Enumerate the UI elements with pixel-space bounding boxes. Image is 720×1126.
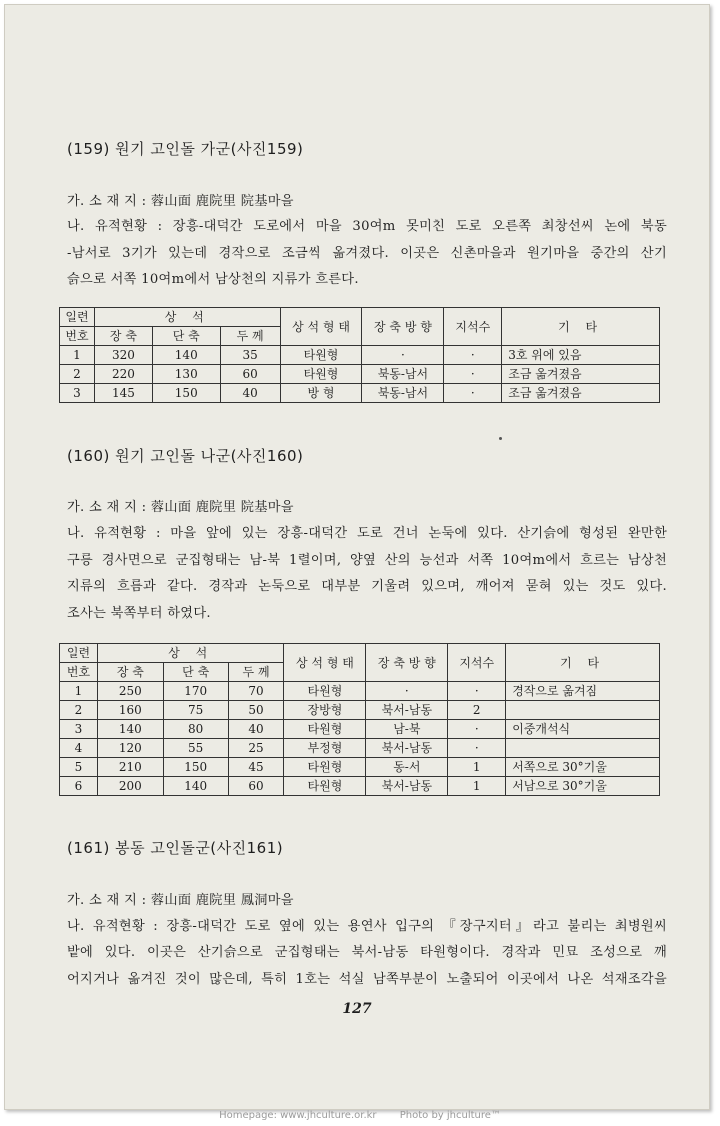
cell-serial: 2	[60, 365, 95, 384]
cell-axis: ·	[366, 682, 448, 701]
header-axis: 장 축 방 향	[366, 644, 448, 682]
header-supports: 지석수	[444, 308, 502, 346]
cell-length: 160	[97, 701, 163, 720]
header-remarks: 기 타	[506, 644, 660, 682]
cell-length: 220	[94, 365, 152, 384]
cell-remarks: 서남으로 30°기울	[506, 777, 660, 796]
cell-supports: ·	[444, 384, 502, 403]
section-159-heading: (159) 원기 고인돌 가군(사진159)	[67, 140, 304, 158]
cell-length: 145	[94, 384, 152, 403]
cell-remarks	[506, 701, 660, 720]
cell-shape: 타원형	[284, 682, 366, 701]
section-160-heading: (160) 원기 고인돌 나군(사진160)	[67, 447, 304, 465]
cell-width: 140	[152, 346, 220, 365]
cell-remarks: 3호 위에 있음	[502, 346, 660, 365]
section-161-status-line-1: 나. 유적현황 : 장흥-대덕간 도로 옆에 있는 용연사 입구의 『장구지터』라고 불리는 최병원씨	[67, 919, 667, 934]
cell-length: 200	[97, 777, 163, 796]
section-159-status-line-3: 슭으로 서쪽 10여m에서 남상천의 지류가 흐른다.	[67, 272, 359, 287]
table-row	[60, 777, 660, 796]
cell-supports: ·	[444, 365, 502, 384]
header-shape: 상 석 형 태	[284, 644, 366, 682]
cell-serial: 3	[60, 720, 98, 739]
section-159-status-line-1: 나. 유적현황 : 장흥-대덕간 도로에서 마을 30여m 못미친 도로 오른쪽 최창선씨 논에 북동	[67, 219, 667, 234]
cell-axis: 북서-남동	[366, 739, 448, 758]
cell-shape: 타원형	[284, 720, 366, 739]
header-axis: 장 축 방 향	[362, 308, 444, 346]
cell-width: 55	[163, 739, 228, 758]
cell-length: 250	[97, 682, 163, 701]
cell-shape: 장방형	[284, 701, 366, 720]
cell-axis: 북서-남동	[366, 701, 448, 720]
cell-width: 150	[152, 384, 220, 403]
cell-width: 170	[163, 682, 228, 701]
cell-shape: 부정형	[284, 739, 366, 758]
speck-mark	[499, 437, 502, 440]
section-161-status-line-3: 어지거나 옮겨진 것이 많은데, 특히 1호는 석실 남쪽부분이 노출되어 이곳에서 나온 석재조각을	[67, 972, 667, 987]
header-supports: 지석수	[448, 644, 506, 682]
section-160-status-line-1: 나. 유적현황 : 마을 앞에 있는 장흥-대덕간 도로 건너 논둑에 있다. 산기슭에 형성된 완만한	[67, 526, 667, 541]
cell-remarks: 경작으로 옮겨짐	[506, 682, 660, 701]
cell-thickness: 35	[220, 346, 280, 365]
cell-shape: 타원형	[284, 758, 366, 777]
cell-length: 320	[94, 346, 152, 365]
header-length: 장 축	[97, 663, 163, 682]
cell-width: 140	[163, 777, 228, 796]
cell-serial: 3	[60, 384, 95, 403]
section-160-status-line-3: 지류의 흐름과 같다. 경작과 논둑으로 대부분 기울려 있으며, 깨어져 묻혀 있는 것도 있다.	[67, 579, 667, 594]
cell-length: 210	[97, 758, 163, 777]
header-remarks: 기 타	[502, 308, 660, 346]
cell-shape: 타원형	[280, 346, 362, 365]
header-thickness: 두 께	[228, 663, 284, 682]
section-160-location: 가. 소 재 지 : 蓉山面 鹿院里 院基마을	[67, 500, 294, 515]
cell-serial: 2	[60, 701, 98, 720]
cell-axis: 북동-남서	[362, 384, 444, 403]
document-page	[5, 5, 709, 1109]
cell-remarks	[506, 739, 660, 758]
cell-serial: 5	[60, 758, 98, 777]
cell-axis: ·	[362, 346, 444, 365]
section-159-status-line-2: -남서로 3기가 있는데 경작으로 조금씩 옮겨졌다. 이곳은 신촌마을과 원기마을 중간의 산기	[67, 246, 667, 261]
header-width: 단 축	[152, 327, 220, 346]
header-serial-bottom: 번호	[60, 663, 98, 682]
cell-thickness: 40	[228, 720, 284, 739]
cell-serial: 4	[60, 739, 98, 758]
table-row	[60, 365, 660, 384]
section-161-heading: (161) 봉동 고인돌군(사진161)	[67, 839, 284, 857]
section-159-table	[59, 307, 660, 403]
cell-remarks: 조금 옮겨졌음	[502, 384, 660, 403]
cell-serial: 1	[60, 682, 98, 701]
cell-supports: ·	[444, 346, 502, 365]
cell-serial: 6	[60, 777, 98, 796]
table-row	[60, 758, 660, 777]
cell-supports: 1	[448, 777, 506, 796]
header-length: 장 축	[94, 327, 152, 346]
table-row	[60, 346, 660, 365]
cell-axis: 북서-남동	[366, 777, 448, 796]
cell-width: 80	[163, 720, 228, 739]
cell-serial: 1	[60, 346, 95, 365]
cell-thickness: 60	[220, 365, 280, 384]
cell-thickness: 40	[220, 384, 280, 403]
cell-shape: 방 형	[280, 384, 362, 403]
page-frame	[4, 4, 710, 1110]
section-160-status-line-2: 구릉 경사면으로 군집형태는 남-북 1렬이며, 양옆 산의 능선과 서쪽 10여m에서 흐르는 남상천	[67, 553, 667, 568]
header-width: 단 축	[163, 663, 228, 682]
cell-remarks: 이중개석식	[506, 720, 660, 739]
header-shape: 상 석 형 태	[280, 308, 362, 346]
cell-thickness: 45	[228, 758, 284, 777]
section-161-location: 가. 소 재 지 : 蓉山面 鹿院里 鳳洞마을	[67, 893, 294, 908]
header-serial-top: 일련	[60, 308, 95, 327]
cell-width: 130	[152, 365, 220, 384]
cell-supports: 1	[448, 758, 506, 777]
table-row	[60, 739, 660, 758]
cell-shape: 타원형	[280, 365, 362, 384]
cell-axis: 남-북	[366, 720, 448, 739]
cell-thickness: 25	[228, 739, 284, 758]
footer-homepage: Homepage: www.jhculture.or.kr	[219, 1110, 377, 1121]
table-row	[60, 682, 660, 701]
section-161-status-line-2: 밭에 있다. 이곳은 산기슭으로 군집형태는 북서-남동 타원형이다. 경작과 민묘 조성으로 깨	[67, 945, 667, 960]
header-capstone: 상 석	[94, 308, 280, 327]
section-160-status-line-4: 조사는 북쪽부터 하였다.	[67, 606, 211, 621]
cell-supports: ·	[448, 682, 506, 701]
cell-thickness: 50	[228, 701, 284, 720]
cell-supports: ·	[448, 739, 506, 758]
cell-remarks: 조금 옮겨졌음	[502, 365, 660, 384]
cell-length: 120	[97, 739, 163, 758]
cell-thickness: 70	[228, 682, 284, 701]
header-serial-top: 일련	[60, 644, 98, 663]
cell-remarks: 서쪽으로 30°기울	[506, 758, 660, 777]
section-159-location: 가. 소 재 지 : 蓉山面 鹿院里 院基마을	[67, 194, 294, 209]
page-number: 127	[342, 1001, 372, 1017]
cell-thickness: 60	[228, 777, 284, 796]
cell-shape: 타원형	[284, 777, 366, 796]
table-row	[60, 701, 660, 720]
section-160-table	[59, 643, 660, 796]
cell-length: 140	[97, 720, 163, 739]
cell-width: 150	[163, 758, 228, 777]
footer-photo-credit: Photo by jhculture™	[399, 1110, 501, 1121]
cell-supports: ·	[448, 720, 506, 739]
header-thickness: 두 께	[220, 327, 280, 346]
cell-axis: 북동-남서	[362, 365, 444, 384]
header-capstone: 상 석	[97, 644, 284, 663]
table-row	[60, 720, 660, 739]
cell-width: 75	[163, 701, 228, 720]
cell-axis: 동-서	[366, 758, 448, 777]
footer	[0, 1110, 720, 1121]
header-serial-bottom: 번호	[60, 327, 95, 346]
table-row	[60, 384, 660, 403]
cell-supports: 2	[448, 701, 506, 720]
